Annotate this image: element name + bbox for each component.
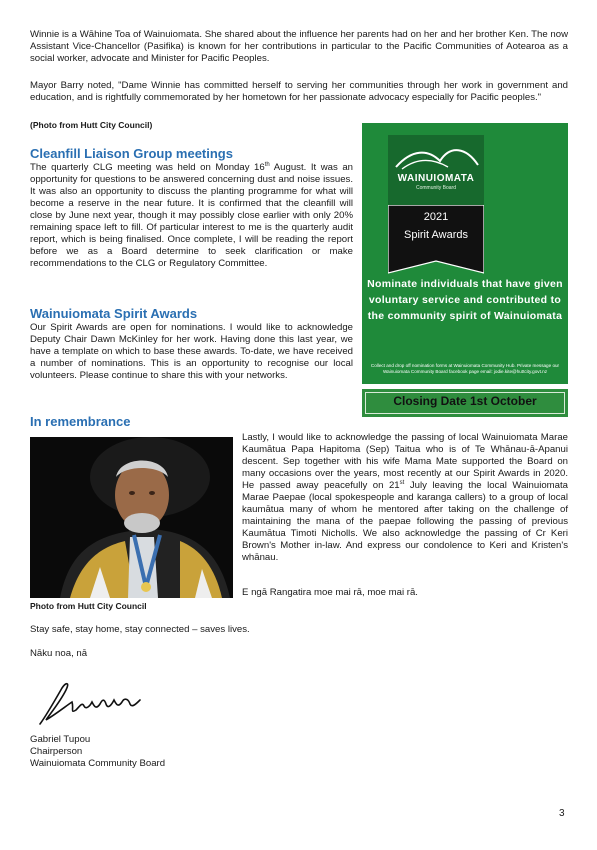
spirit-heading: Wainuiomata Spirit Awards xyxy=(30,306,198,321)
stay-safe-line: Stay safe, stay home, stay connected – saves lives. xyxy=(30,624,250,635)
remembrance-sup: st xyxy=(399,479,405,486)
closing-date-banner xyxy=(362,389,568,417)
remembrance-text-b: July leaving the local Wainuiomata Marae Paepae (local spokespeople and karanga callers) to a group of local kaumātua many of whom he mentored after taking on the challenge of maintaining the mana of the paepae following the passing of previous Kaumātua Timoti Nicholls. We also acknowledge the passing of Cr Keri Brown's Mother in-law. And express our condolence to Keri and Kristen's whānau. xyxy=(242,480,568,563)
cleanfill-sup: th xyxy=(264,161,270,168)
poster-year: 2021 xyxy=(423,211,449,223)
poster-tagline: Nominate individuals that have given voluntary service and contributed to the community spirit of Wainuiomata xyxy=(367,278,563,322)
hills-logo-icon xyxy=(388,135,484,175)
cleanfill-text-b: August. It was an opportunity for questions to be answered concerning dust and noise issues. It was also an opportunity to discuss the planting programme for what will become a reserve in the near future. It is confirmed that the cleanfill will close by June next year, though it may possibly close earlier with only 20% remaining space left to fill. Of particular interest to me is the quarterly audit report, which is being finalised. Once complete, I will be reading the report before we as a Board determine to seek clarification or make recommendations to the CLG or Regulatory Committee. xyxy=(30,162,353,269)
poster-title: Spirit Awards xyxy=(404,229,468,241)
poster-logo-panel xyxy=(388,135,484,205)
signer-role: Chairperson xyxy=(30,746,83,757)
kaumatua-photo xyxy=(30,437,233,598)
intro-photo-credit: (Photo from Hutt City Council) xyxy=(30,120,153,130)
poster-small-print: Collect and drop off nomination forms at Wainuiomata Community Hub. Private message our Wainuiomata Community Board facebook page email: jodie.kite@huttcity.govt.nz xyxy=(370,363,560,374)
signer-organisation: Wainuiomata Community Board xyxy=(30,758,166,769)
remembrance-heading: In remembrance xyxy=(30,414,131,429)
mayor-quote: Mayor Barry noted, "Dame Winnie has committed herself to serving her communities through her work in government and education, and is rightfully commemorated by her hometown for her passionate advocacy especially for Pacific peoples." xyxy=(30,80,568,103)
handwritten-signature xyxy=(36,676,146,728)
cleanfill-paragraph xyxy=(30,162,353,270)
signer-name: Gabriel Tupou xyxy=(30,734,91,745)
signoff-greeting: Nāku noa, nā xyxy=(30,648,88,659)
remembrance-photo-credit: Photo from Hutt City Council xyxy=(30,601,147,611)
intro-paragraph: Winnie is a Wāhine Toa of Wainuiomata. She shared about the influence her parents had on her and her brother Ken. The now Assistant Vice-Chancellor (Pasifika) is known for her contributions in particular to the Pacific Communities of Aotearoa as a social worker, advocate and Minister for Pacific Peoples. xyxy=(30,29,568,64)
page-number: 3 xyxy=(559,808,565,819)
cleanfill-text-a: The quarterly CLG meeting was held on Monday 16 xyxy=(30,162,265,173)
remembrance-paragraph xyxy=(242,432,568,564)
cleanfill-heading: Cleanfill Liaison Group meetings xyxy=(30,146,233,161)
remembrance-farewell: E ngā Rangatira moe mai rā, moe mai rā. xyxy=(242,587,418,598)
poster-logo-sub: Community Board xyxy=(415,185,456,191)
poster-footer xyxy=(362,360,568,384)
portrait-illustration xyxy=(30,437,233,598)
closing-date-text: Closing Date 1st October xyxy=(393,394,537,408)
remembrance-text-a: Lastly, I would like to acknowledge the passing of local Wainuiomata Marae Kaumātua Papa Hapitoma (Sep) Taitua who is of Te Whānau-ā-Apanui descent. Sep together with his wife Mama Mate supported the Board on many occasions over the years, most recently at our Spirit Awards in 2020. He passed away peacefully on 21 xyxy=(242,432,568,491)
spirit-paragraph: Our Spirit Awards are open for nominations. I would like to acknowledge Deputy Chair Dawn McKinley for her work. Having done this last year, we have a template on which to base these awards. To-date, we have received a number of nominations. This is an opportunity to recognise our local volunteers. Please continue to share this with your networks. xyxy=(30,322,353,381)
spirit-awards-poster xyxy=(362,123,568,360)
poster-logo-name: WAINUIOMATA xyxy=(397,173,475,184)
